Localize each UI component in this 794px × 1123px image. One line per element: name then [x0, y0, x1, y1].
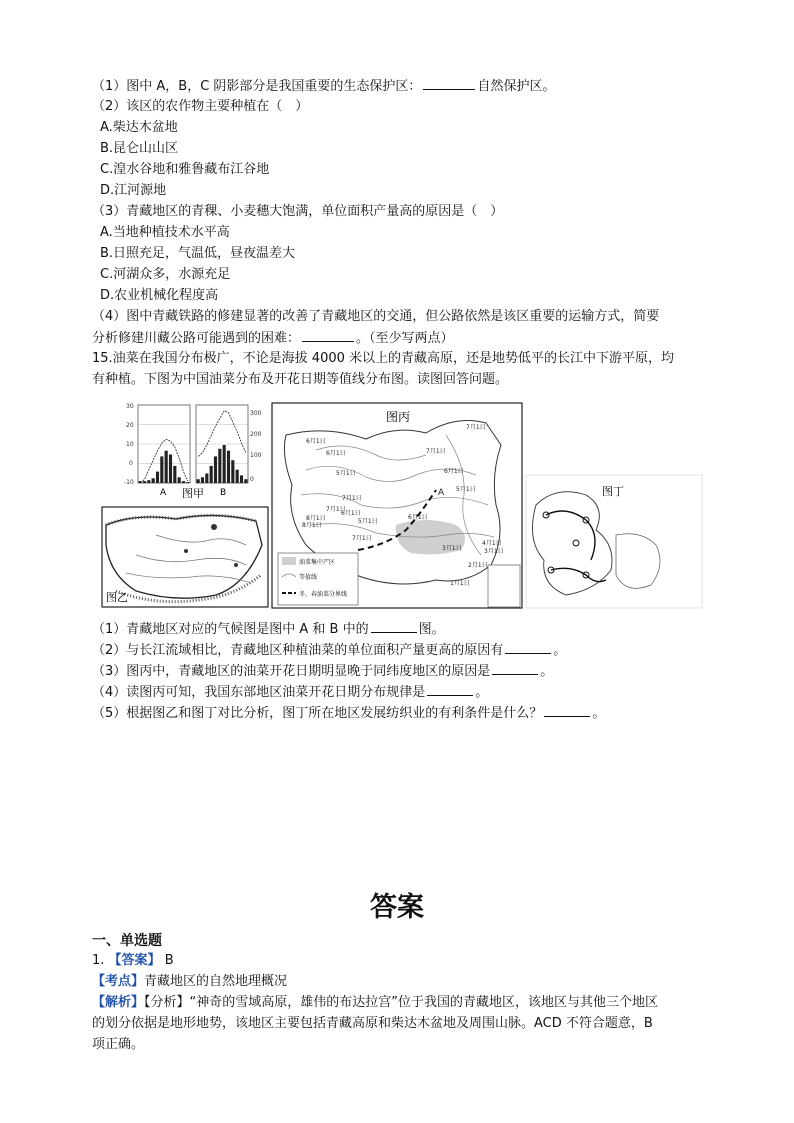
answer-blank[interactable]	[427, 682, 473, 696]
isoline-date-label: 8月1日	[302, 522, 322, 529]
isoline-date-label: 5月1日	[456, 486, 476, 493]
answer-line	[92, 951, 174, 971]
map-ding	[526, 475, 702, 608]
q15-sub4-tail: 。	[475, 685, 489, 700]
q14-sub2: （2）该区的农作物主要种植在（ ）	[92, 99, 309, 114]
q14-sub1-tail: 自然保护区。	[477, 79, 556, 94]
climate-chart-a	[138, 405, 190, 483]
analysis-text-1: “神奇的雪域高原，雄伟的布达拉宫”位于我国的青藏地区，该地区与其他三个地区	[189, 995, 659, 1010]
legend-isoline: 等值线	[299, 574, 318, 581]
isoline-date-label: 6月1日	[306, 438, 326, 445]
q14-sub1	[92, 76, 555, 97]
climate-b-precip-bar	[214, 456, 217, 483]
point-tag: 【考点】	[92, 974, 145, 989]
option-a: A.柴达木盆地	[100, 120, 178, 135]
option-d: D.江河源地	[100, 183, 167, 198]
tick-left-10: 10	[126, 441, 134, 448]
analysis-line-3: 项正确。	[92, 1037, 145, 1052]
isoline-date-label: 4月1日	[482, 540, 502, 547]
q15-sub2	[92, 640, 566, 661]
isoline-date-label: 1月1日	[450, 580, 470, 587]
point-line	[92, 972, 287, 992]
q14-sub4: （4）图中青藏铁路的修建显著的改善了青藏地区的交通，但公路依然是该区重要的运输方式，简要	[92, 309, 660, 324]
climate-a-precip-bar	[173, 466, 176, 483]
isoline-date-label: 6月1日	[444, 468, 464, 475]
answer-blank[interactable]	[492, 661, 538, 675]
isoline-date-label: 7月1日	[342, 495, 362, 502]
answer-blank[interactable]	[505, 640, 551, 654]
map-yi	[102, 507, 268, 607]
q15-stem-1: 15.油菜在我国分布极广，不论是海拔 4000 米以上的青藏高原，还是地势低平的长江中下游平原，均	[92, 351, 675, 366]
q14-sub4-cont	[92, 328, 454, 349]
tick-left-30: 30	[126, 403, 134, 410]
q14-sub3: （3）青藏地区的青稞、小麦穗大饱满，单位面积产量高的原因是（ ）	[92, 204, 504, 219]
climate-a-precip-bar	[156, 472, 159, 483]
q15-sub5-text: （5）根据图乙和图丁对比分析，图丁所在地区发展纺织业的有利条件是什么？	[92, 706, 543, 721]
tick-right-0: 0	[250, 476, 254, 483]
climate-b-precip-bar	[223, 445, 226, 483]
isoline-date-label: 8月1日	[306, 515, 326, 522]
answer-blank[interactable]	[371, 619, 417, 633]
answer-number: 1.	[92, 953, 105, 968]
q15-sub1-text: （1）青藏地区对应的气候图是图中 A 和 B 中的	[92, 622, 369, 637]
option-a: A.当地种植技术水平高	[100, 225, 230, 240]
section-single-choice: 一、单选题	[92, 933, 162, 949]
climate-b-precip-bar	[227, 451, 230, 483]
label-yi: 图乙	[106, 591, 128, 604]
fenxi-tag: 【分析】	[144, 995, 190, 1010]
answer-blank[interactable]	[302, 328, 354, 342]
climate-b-precip-bar	[210, 466, 213, 483]
q15-sub1	[92, 619, 445, 640]
analysis-tag: 【解析】	[92, 995, 145, 1010]
isoline-date-label: 7月1日	[466, 424, 486, 431]
tick-right-100: 100	[250, 452, 262, 459]
q15-sub1-tail: 图。	[418, 622, 445, 637]
label-jia: 图甲	[182, 487, 204, 500]
q15-sub3-tail: 。	[540, 664, 554, 679]
climate-a-precip-bar	[165, 451, 168, 483]
q15-stem-2: 有种植。下图为中国油菜分布及开花日期等值线分布图。读图回答问题。	[92, 372, 509, 387]
climate-a-temp-line	[140, 439, 188, 483]
isoline-date-label: 6月1日	[341, 510, 361, 517]
climate-b-precip-bar	[197, 479, 200, 483]
q14-sub4-text: 分析修建川藏公路可能遇到的困难：	[92, 331, 301, 346]
q15-sub2-tail: 。	[553, 643, 567, 658]
analysis-line-1	[92, 993, 658, 1013]
isoline-date-label: 6月1日	[408, 514, 428, 521]
legend-production: 油菜集中产区	[299, 559, 336, 566]
isoline-date-label: 3月1日	[442, 545, 462, 552]
legend-boundary: 冬、春油菜分界线	[299, 591, 348, 598]
climate-a-precip-bar	[143, 481, 146, 483]
climate-b-precip-bar	[201, 477, 204, 483]
climate-a-precip-bar	[169, 455, 172, 484]
rapeseed-figure	[96, 395, 708, 613]
climate-a-precip-bar	[186, 482, 189, 483]
q14-sub4-tail: 。（至少写两点）	[356, 331, 454, 346]
climate-b-precip-bar	[244, 479, 247, 483]
isoline-date-label: 5月1日	[336, 470, 356, 477]
answers-title: 答案	[370, 892, 424, 923]
climate-b-precip-bar	[218, 449, 221, 483]
q15-sub3-text: （3）图丙中，青藏地区的油菜开花日期明显晚于同纬度地区的原因是	[92, 664, 491, 679]
q14-sub1-text: （1）图中 A，B，C 阴影部分是我国重要的生态保护区：	[92, 79, 422, 94]
tick-left-minus10: -10	[124, 479, 134, 486]
isoline-date-label: 5月1日	[358, 518, 378, 525]
answer-blank[interactable]	[423, 76, 475, 90]
climate-b-temp-line	[198, 411, 246, 457]
option-b: B.日照充足，气温低，昼夜温差大	[100, 246, 296, 261]
isoline-date-label: 6月1日	[326, 450, 346, 457]
label-a: A	[160, 488, 167, 498]
option-c: C.河湖众多，水源充足	[100, 267, 231, 282]
q15-sub2-text: （2）与长江流域相比，青藏地区种植油菜的单位面积产量更高的原因有	[92, 643, 504, 658]
option-b: B.昆仑山山区	[100, 141, 179, 156]
q15-sub5	[92, 703, 605, 724]
q15-sub4-text: （4）读图丙可知，我国东部地区油菜开花日期分布规律是	[92, 685, 426, 700]
climate-chart-b	[196, 405, 248, 483]
climate-a-precip-bar	[152, 478, 155, 483]
climate-a-precip-bar	[147, 480, 150, 483]
q15-sub5-tail: 。	[592, 706, 606, 721]
option-c: C.湟水谷地和雅鲁藏布江谷地	[100, 162, 270, 177]
map-bing	[272, 403, 522, 608]
tick-right-300: 300	[250, 410, 262, 417]
isoline-date-label: 7月1日	[426, 448, 446, 455]
label-bing: 图丙	[386, 410, 411, 424]
climate-b-precip-bar	[236, 470, 239, 483]
climate-b-precip-bar	[205, 474, 208, 484]
tick-right-200: 200	[250, 431, 262, 438]
tick-left-0: 0	[129, 460, 133, 467]
label-ding: 图丁	[602, 485, 624, 498]
isoline-date-label: 2月1日	[468, 562, 488, 569]
climate-b-precip-bar	[240, 475, 243, 483]
q15-sub4	[92, 682, 488, 703]
climate-b-precip-bar	[231, 460, 234, 483]
climate-a-precip-bar	[178, 477, 181, 483]
climate-a-precip-bar	[160, 456, 163, 483]
isoline-date-label: A	[438, 488, 445, 498]
option-d: D.农业机械化程度高	[100, 288, 219, 303]
answer-blank[interactable]	[544, 703, 590, 717]
isoline-date-label: 3月1日	[484, 548, 504, 555]
tick-left-20: 20	[126, 422, 134, 429]
label-b: B	[220, 488, 227, 498]
answer-value: B	[164, 953, 174, 968]
point-text: 青藏地区的自然地理概况	[144, 974, 288, 989]
climate-a-precip-bar	[182, 481, 185, 483]
analysis-line-2: 的划分依据是地形地势，该地区主要包括青藏高原和柴达木盆地及周围山脉。ACD 不符合题意，B	[92, 1016, 653, 1031]
answer-tag: 【答案】	[108, 953, 161, 968]
isoline-date-label: 7月1日	[352, 535, 372, 542]
q15-sub3	[92, 661, 553, 682]
isoline-date-label: 7月1日	[326, 506, 346, 513]
